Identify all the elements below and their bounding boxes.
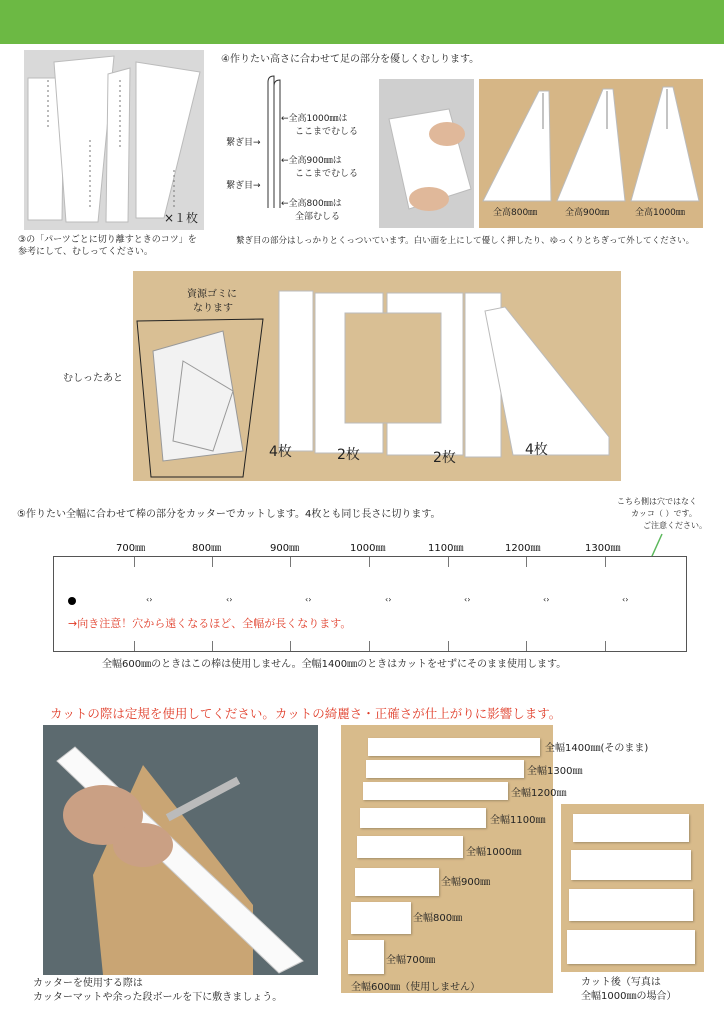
bracket-mark-1300: ‹› xyxy=(622,595,629,604)
bracket-mark-700: ‹› xyxy=(146,595,153,604)
width-label-1300: 全幅1300㎜ xyxy=(527,766,583,777)
side-note-line3: ご注意ください。 xyxy=(643,521,707,530)
cut-caption-line2: カッターマットや余った段ボールを下に敷きましょう。 xyxy=(33,992,283,1003)
legs-photo xyxy=(479,79,703,228)
bracket-mark-1100: ‹› xyxy=(464,595,471,604)
width-label-1000: 全幅1000㎜ xyxy=(466,847,522,858)
scale-tick xyxy=(212,641,213,651)
cut-pole xyxy=(569,889,693,921)
side-note-line2: カッコ（ ）です。 xyxy=(631,509,697,518)
scale-tick xyxy=(290,641,291,651)
after-photo xyxy=(133,271,621,481)
step3-count-label: ×１枚 xyxy=(163,211,198,225)
scale-label-1000: 1000㎜ xyxy=(350,543,386,554)
bracket-mark-900: ‹› xyxy=(305,595,312,604)
width-label-1400: 全幅1400㎜(そのまま) xyxy=(545,743,649,754)
count-label-1: 4枚 xyxy=(269,444,292,460)
width-label-700: 全幅700㎜ xyxy=(386,955,436,966)
scale-tick xyxy=(212,557,213,567)
height-900-line1: ←全高900㎜は xyxy=(281,156,342,166)
cardboard-sheet-drawing xyxy=(24,50,204,230)
leg-label-800: 全高800㎜ xyxy=(493,208,538,218)
scale-tick xyxy=(526,557,527,567)
step3-photo xyxy=(24,50,204,230)
step5-heading: ⑤作りたい全幅に合わせて棒の部分をカッターでカットします。4枚とも同じ長さに切ります。 xyxy=(17,509,441,520)
scale-label-1300: 1300㎜ xyxy=(585,543,621,554)
cut-pole xyxy=(573,814,689,842)
usage-note: 全幅600㎜のときはこの棒は使用しません。全幅1400㎜のときはカットをせずにそのまま使用します。 xyxy=(102,659,567,670)
width-label-900: 全幅900㎜ xyxy=(441,877,491,888)
cut-caption-line1: カッターを使用する際は xyxy=(33,978,143,989)
cut-heading: カットの際は定規を使用してください。カットの綺麗さ・正確さが仕上がりに影響します。 xyxy=(50,706,562,721)
waste-label-line2: なります xyxy=(193,303,233,314)
width-label-600: 全幅600㎜（使用しません） xyxy=(351,982,481,993)
bracket-mark-1200: ‹› xyxy=(543,595,550,604)
leg-label-1000: 全高1000㎜ xyxy=(635,208,685,218)
scale-tick xyxy=(448,641,449,651)
direction-note: →向き注意！穴から遠くなるほど、全幅が長くなります。 xyxy=(68,617,352,630)
scale-tick xyxy=(605,557,606,567)
after-label: むしったあと xyxy=(63,373,123,384)
pole-1300 xyxy=(366,760,524,778)
step3-caption-line1: ③の「パーツごとに切り離すときのコツ」を xyxy=(18,235,197,245)
scale-label-1200: 1200㎜ xyxy=(505,543,541,554)
width-label-800: 全幅800㎜ xyxy=(413,913,463,924)
scale-tick xyxy=(369,641,370,651)
scale-tick xyxy=(290,557,291,567)
scale-tick xyxy=(448,557,449,567)
pole-1200 xyxy=(363,782,508,800)
width-label-1100: 全幅1100㎜ xyxy=(490,815,546,826)
height-900-line2: ここまでむしる xyxy=(295,169,359,179)
width-label-1200: 全幅1200㎜ xyxy=(511,788,567,799)
pole-900 xyxy=(355,868,439,896)
pole-800 xyxy=(351,902,411,934)
side-note-line1: こちら側は穴ではなく xyxy=(617,497,697,506)
after-cut-line2: 全幅1000㎜の場合） xyxy=(581,991,677,1002)
pole-strip xyxy=(53,556,687,652)
after-cut-line1: カット後（写真は xyxy=(581,977,661,988)
step3-caption-line2: 参考にして、むしってください。 xyxy=(18,247,153,257)
step4-note: 繋ぎ目の部分はしっかりとくっついています。白い面を上にして優しく押したり、ゆっくりとちぎって外してください。 xyxy=(236,236,695,246)
height-800-line1: ←全高800㎜は xyxy=(281,199,342,209)
pole-1100 xyxy=(360,808,486,828)
cut-pole xyxy=(571,850,691,880)
scale-tick xyxy=(605,641,606,651)
header-bar xyxy=(0,0,724,44)
scale-label-900: 900㎜ xyxy=(270,543,300,554)
scale-tick xyxy=(526,641,527,651)
scale-tick xyxy=(134,557,135,567)
scale-label-700: 700㎜ xyxy=(116,543,146,554)
scale-tick xyxy=(134,641,135,651)
pole-700 xyxy=(348,940,384,974)
pole-1400 xyxy=(368,738,540,756)
bracket-mark-800: ‹› xyxy=(226,595,233,604)
scale-label-800: 800㎜ xyxy=(192,543,222,554)
leg-label-900: 全高900㎜ xyxy=(565,208,610,218)
cutting-photo xyxy=(43,725,318,975)
waste-label-line1: 資源ゴミに xyxy=(187,289,237,300)
bracket-mark-1000: ‹› xyxy=(385,595,392,604)
hand-tearing-photo xyxy=(379,79,474,228)
step4-heading: ④作りたい高さに合わせて足の部分を優しくむしります。 xyxy=(221,54,480,65)
cut-pole xyxy=(567,930,695,964)
joint-label-1: 繋ぎ目→ xyxy=(226,138,261,148)
pole-1000 xyxy=(357,836,463,858)
count-label-2: 2枚 xyxy=(337,447,360,463)
joint-label-2: 繋ぎ目→ xyxy=(226,181,261,191)
hole-dot xyxy=(68,597,76,605)
height-1000-line2: ここまでむしる xyxy=(295,127,359,137)
height-1000-line1: ←全高1000㎜は xyxy=(281,114,348,124)
scale-tick xyxy=(369,557,370,567)
count-label-4: 4枚 xyxy=(525,442,548,458)
scale-label-1100: 1100㎜ xyxy=(428,543,464,554)
height-800-line2: 全部むしる xyxy=(295,212,341,222)
count-label-3: 2枚 xyxy=(433,450,456,466)
